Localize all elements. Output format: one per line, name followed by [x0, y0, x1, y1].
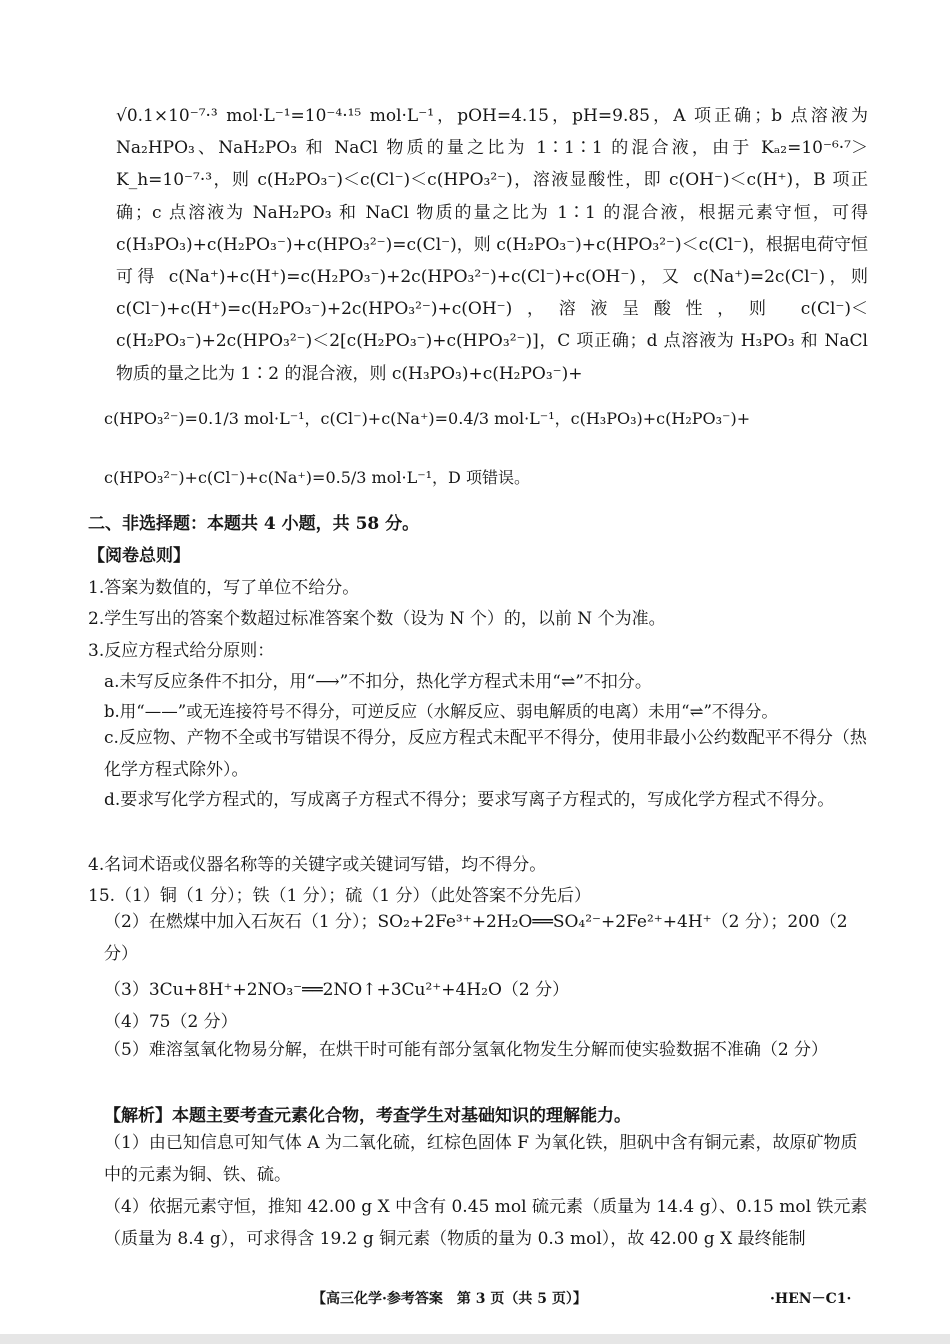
fraction-line-2: c(HPO₃²⁻)+c(Cl⁻)+c(Na⁺)=0.5/3 mol·L⁻¹，D 项错误。: [104, 468, 530, 487]
grading-title: 【阅卷总则】: [88, 546, 190, 566]
rule-3: 3.反应方程式给分原则：: [88, 641, 275, 661]
q15-answer-3: （3）3Cu+8H⁺+2NO₃⁻══2NO↑+3Cu²⁺+4H₂O（2 分）: [104, 980, 570, 1000]
q15-answer-4: （4）75（2 分）: [104, 1012, 238, 1032]
section-heading: 二、非选择题：本题共 4 小题，共 58 分。: [88, 514, 420, 534]
continuation-paragraph: [116, 100, 868, 390]
q15-explanation-4: （4）依据元素守恒，推知 42.00 g X 中含有 0.45 mol 硫元素（质量为 14.4 g）、0.15 mol 铁元素（质量为 8.4 g），可求得含 19.2 g 铜元素（物质的量为 0.3 mol），故 42.00 g X 最终能制: [104, 1197, 868, 1249]
rule-4: 4.名词术语或仪器名称等的关键字或关键词写错，均不得分。: [88, 855, 547, 875]
fraction-line-1: c(HPO₃²⁻)=0.1/3 mol·L⁻¹，c(Cl⁻)+c(Na⁺)=0.4/3 mol·L⁻¹，c(H₃PO₃)+c(H₂PO₃⁻)+: [104, 409, 751, 428]
footer-code: ·HEN－C1·: [770, 1291, 852, 1307]
q15-answer-1: 15.（1）铜（1 分）；铁（1 分）；硫（1 分）（此处答案不分先后）: [88, 886, 592, 906]
rule-2: 2.学生写出的答案个数超过标准答案个数（设为 N 个）的，以前 N 个为准。: [88, 609, 666, 629]
continuation-text: √0.1×10⁻⁷·³ mol·L⁻¹=10⁻⁴·¹⁵ mol·L⁻¹，pOH=4.15，pH=9.85，A 项正确；b 点溶液为 Na₂HPO₃、NaH₂PO₃ 和 NaCl 物质的量之比为 1∶1∶1 的混合液，由于 Kₐ₂=10⁻⁶·⁷＞K_h=10⁻⁷·³，则 c(H₂PO₃⁻)＜c(Cl⁻)＜c(HPO₃²⁻)，溶液显酸性，即 c(OH⁻)＜c(H⁺)，B 项正确；c 点溶液为 NaH₂PO₃ 和 NaCl 物质的量之比为 1∶1 的混合液，根据元素守恒，可得 c(H₃PO₃)+c(H₂PO₃⁻)+c(HPO₃²⁻)=c(Cl⁻)，则 c(H₂PO₃⁻)+c(HPO₃²⁻)＜c(Cl⁻)，根据电荷守恒可得 c(Na⁺)+c(H⁺)=c(H₂PO₃⁻)+2c(HPO₃²⁻)+c(Cl⁻)+c(OH⁻)，又 c(Na⁺)=2c(Cl⁻)，则 c(Cl⁻)+c(H⁺)=c(H₂PO₃⁻)+2c(HPO₃²⁻)+c(OH⁻)，溶液呈酸性，则 c(Cl⁻)＜c(H₂PO₃⁻)+2c(HPO₃²⁻)＜2[c(H₂PO₃⁻)+c(HPO₃²⁻)]，C 项正确；d 点溶液为 H₃PO₃ 和 NaCl 物质的量之比为 1∶2 的混合液，则 c(H₃PO₃)+c(H₂PO₃⁻)+: [116, 106, 868, 384]
q15-answer-2: （2）在燃煤中加入石灰石（1 分）；SO₂+2Fe³⁺+2H₂O══SO₄²⁻+2Fe²⁺+4H⁺（2 分）；200（2 分）: [104, 912, 848, 964]
footer-page-info: 【高三化学·参考答案 第 3 页（共 5 页）】: [312, 1291, 587, 1307]
rule-1: 1.答案为数值的，写了单位不给分。: [88, 578, 360, 598]
q15-answer-5: （5）难溶氢氧化物易分解，在烘干时可能有部分氢氧化物发生分解而使实验数据不准确（2 分）: [104, 1040, 829, 1060]
rule-3a: a.未写反应条件不扣分，用“⟶”不扣分，热化学方程式未用“⇌”不扣分。: [104, 672, 652, 692]
q15-analysis-heading: 【解析】本题主要考查元素化合物，考查学生对基础知识的理解能力。: [104, 1106, 631, 1126]
rule-3d: d.要求写化学方程式的，写成离子方程式不得分；要求写离子方程式的，写成化学方程式不得分。: [104, 790, 835, 810]
rule-3b: b.用“——”或无连接符号不得分，可逆反应（水解反应、弱电解质的电离）未用“⇌”不得分。: [104, 702, 778, 721]
scan-bottom-edge: [0, 1334, 950, 1344]
rule-3c: c.反应物、产物不全或书写错误不得分，反应方程式未配平不得分，使用非最小公约数配平不得分（热化学方程式除外）。: [104, 728, 867, 780]
q15-explanation-1: （1）由已知信息可知气体 A 为二氧化硫，红棕色固体 F 为氧化铁，胆矾中含有铜元素，故原矿物质中的元素为铜、铁、硫。: [104, 1133, 858, 1185]
